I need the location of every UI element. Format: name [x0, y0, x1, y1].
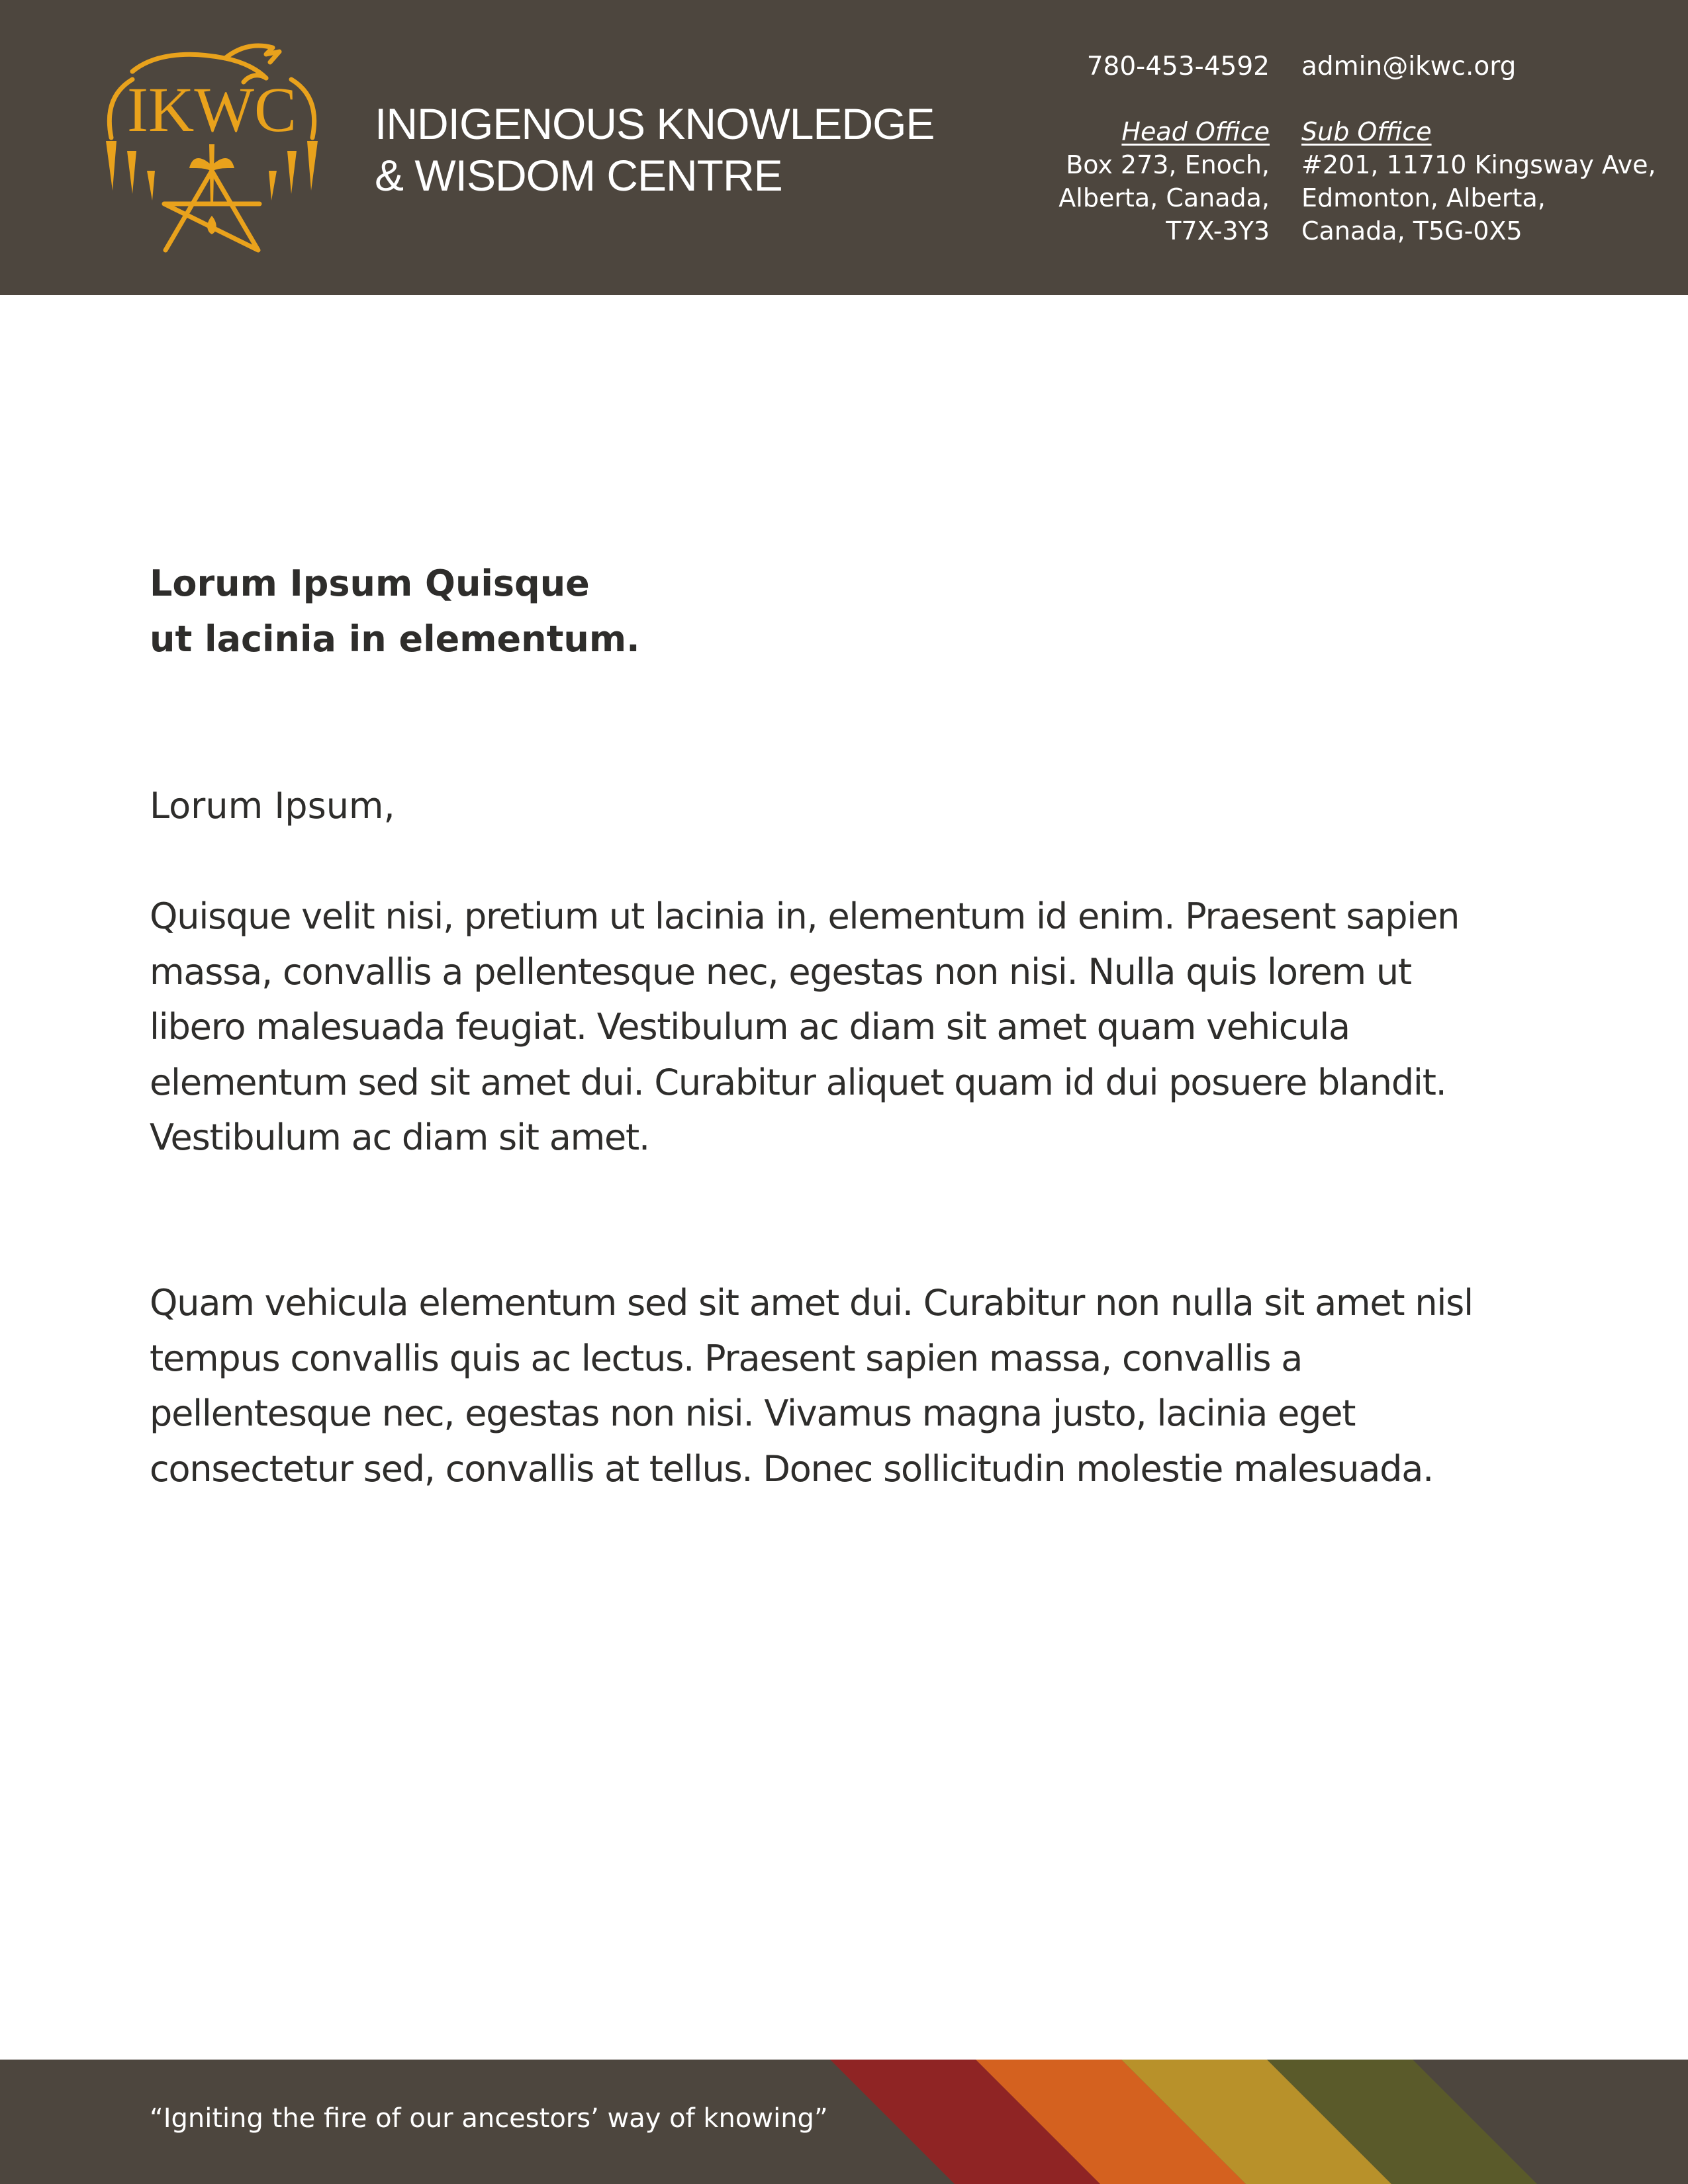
- paragraph-line: pellentesque nec, egestas non nisi. Vivamus magna justo, lacinia eget: [150, 1392, 1356, 1434]
- organization-name: [375, 98, 934, 201]
- subject-line1: Lorum Ipsum Quisque: [150, 563, 590, 604]
- letter-body: [150, 556, 1560, 1490]
- letter-salutation: Lorum Ipsum,: [150, 785, 395, 827]
- sub-office-line1: #201, 11710 Kingsway Ave,: [1301, 150, 1656, 179]
- subject-line2: ut lacinia in elementum.: [150, 618, 640, 660]
- paragraph-line: Quisque velit nisi, pretium ut lacinia in, elementum id enim. Praesent sapien: [150, 895, 1460, 937]
- head-office-line1: Box 273, Enoch,: [1066, 150, 1270, 179]
- paragraph-line: Vestibulum ac diam sit amet.: [150, 1116, 649, 1158]
- paragraph-1: [150, 889, 1560, 1165]
- sub-office-line3: Canada, T5G-0X5: [1301, 216, 1523, 246]
- paragraph-line: elementum sed sit amet dui. Curabitur aliquet quam id dui posuere blandit.: [150, 1061, 1446, 1103]
- logo-wordmark: IKWC: [127, 74, 297, 145]
- org-name-line1: INDIGENOUS KNOWLEDGE: [375, 99, 935, 148]
- sub-office-address: [1301, 115, 1656, 248]
- head-office-line2: Alberta, Canada,: [1058, 183, 1270, 212]
- ikwc-eagle-logo: [93, 38, 331, 257]
- head-office-address: [1058, 115, 1270, 248]
- footer-band: [0, 2060, 1688, 2184]
- sub-office-line2: Edmonton, Alberta,: [1301, 183, 1546, 212]
- footer-tagline: “Igniting the fire of our ancestors’ way of knowing”: [150, 2103, 828, 2134]
- head-office-line3: T7X-3Y3: [1166, 216, 1270, 246]
- phone-number[interactable]: 780-453-4592: [1086, 52, 1270, 81]
- org-name-line2: & WISDOM CENTRE: [375, 151, 782, 200]
- paragraph-line: tempus convallis quis ac lectus. Praesent sapien massa, convallis a: [150, 1337, 1303, 1379]
- head-office-title: Head Office: [1121, 117, 1270, 146]
- paragraph-line: Quam vehicula elementum sed sit amet dui. Curabitur non nulla sit amet nisl: [150, 1282, 1473, 1324]
- header-band: [0, 0, 1688, 295]
- letter-subject: [150, 556, 1560, 667]
- paragraph-line: massa, convallis a pellentesque nec, egestas non nisi. Nulla quis lorem ut: [150, 950, 1411, 993]
- paragraph-line: libero malesuada feugiat. Vestibulum ac diam sit amet quam vehicula: [150, 1006, 1350, 1048]
- email-address[interactable]: admin@ikwc.org: [1301, 52, 1517, 81]
- sub-office-title: Sub Office: [1301, 117, 1432, 146]
- paragraph-line: consectetur sed, convallis at tellus. Donec sollicitudin molestie malesuada.: [150, 1447, 1434, 1490]
- paragraph-2: [150, 1275, 1560, 1496]
